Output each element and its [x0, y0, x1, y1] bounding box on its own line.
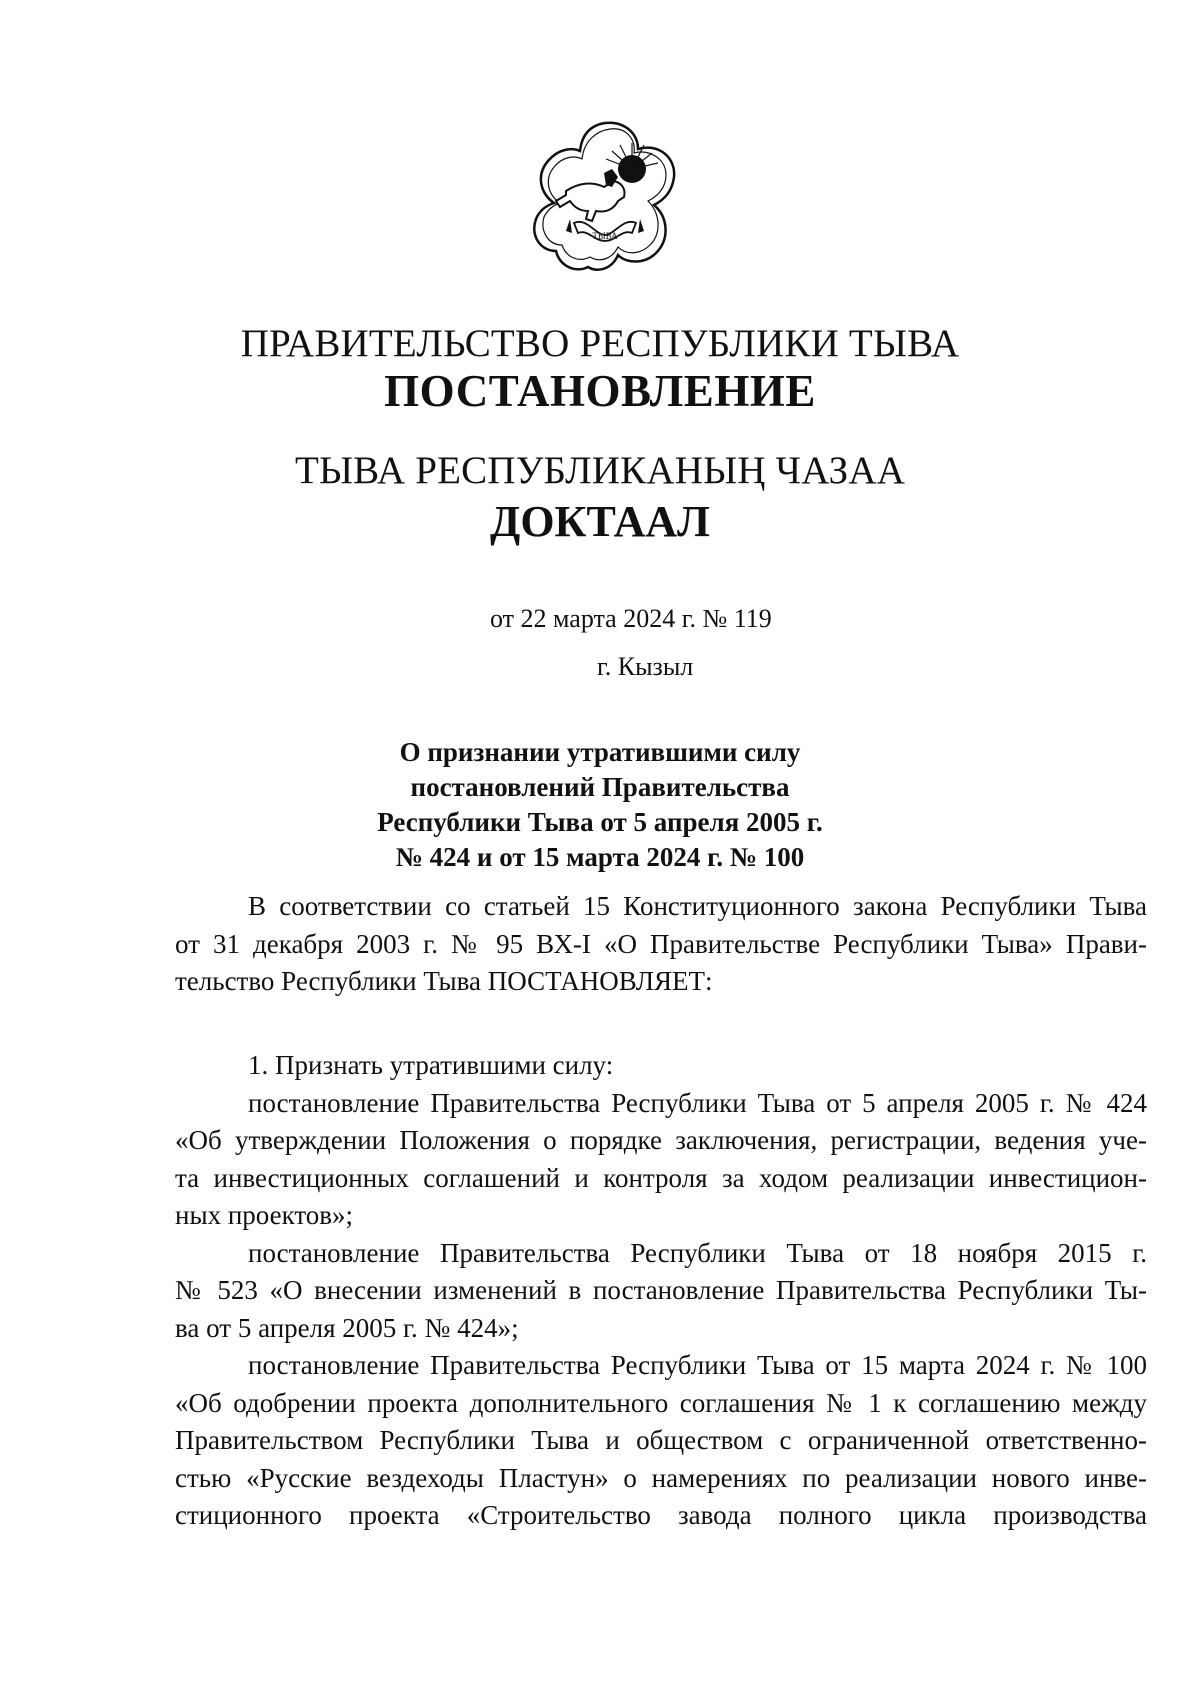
- text-line: ных проектов»;: [175, 1200, 354, 1230]
- text-line: «Об утверждении Положения о порядке заключения, регистрации, ведения уче-: [175, 1125, 1147, 1155]
- item-1: [175, 1047, 1147, 1535]
- svg-text:ТЫВА: ТЫВА: [592, 231, 618, 241]
- item-1-a: [175, 1085, 1147, 1235]
- document-type-tyv: ДОКТААЛ: [490, 497, 710, 546]
- document-title: [0, 735, 1200, 875]
- item-1-heading: 1. Признать утратившими силу:: [248, 1050, 614, 1080]
- text-line: В соответствии со статьей 15 Конституционного закона Республики Тыва: [248, 891, 1147, 921]
- text-line: та инвестиционных соглашений и контроля за ходом реализации инвестицион-: [175, 1162, 1147, 1193]
- title-line: постановлений Правительства: [410, 772, 790, 802]
- government-name-tyv: ТЫВА РЕСПУБЛИКАНЫҢ ЧАЗАА: [294, 449, 906, 492]
- title-line: № 424 и от 15 марта 2024 г. № 100: [395, 842, 805, 872]
- text-line: «Об одобрении проекта дополнительного соглашения № 1 к соглашению между: [175, 1387, 1147, 1418]
- document-date-number: от 22 марта 2024 г. № 119: [490, 604, 772, 633]
- text-line: постановление Правительства Республики Тыва от 5 апреля 2005 г. № 424: [248, 1087, 1147, 1118]
- document-type-ru: ПОСТАНОВЛЕНИЕ: [384, 366, 816, 416]
- text-line: тельство Республики Тыва ПОСТАНОВЛЯЕТ:: [175, 966, 713, 996]
- text-line: постановление Правительства Республики Тыва от 15 марта 2024 г. № 100: [248, 1350, 1147, 1380]
- title-line: Республики Тыва от 5 апреля 2005 г.: [377, 807, 823, 837]
- text-line: № 523 «О внесении изменений в постановление Правительства Республики Ты-: [175, 1275, 1147, 1305]
- title-line: О признании утратившими силу: [399, 737, 801, 767]
- item-1-b: [175, 1235, 1147, 1348]
- text-line: постановление Правительства Республики Тыва от 18 ноября 2015 г.: [248, 1237, 1147, 1268]
- text-line: от 31 декабря 2003 г. № 95 ВХ-I «О Правительстве Республики Тыва» Прави-: [175, 928, 1147, 959]
- government-name-ru: ПРАВИТЕЛЬСТВО РЕСПУБЛИКИ ТЫВА: [240, 322, 960, 365]
- text-line: Правительством Республики Тыва и обществом с ограниченной ответственно-: [175, 1425, 1147, 1455]
- item-1-c: [175, 1347, 1147, 1535]
- text-line: ва от 5 апреля 2005 г. № 424»;: [175, 1312, 519, 1343]
- emblem-of-tuva-icon: [526, 117, 684, 277]
- document-city: г. Кызыл: [597, 652, 694, 681]
- text-line: стиционного проекта «Строительство завода полного цикла производства: [175, 1500, 1147, 1530]
- preamble-paragraph: [175, 888, 1147, 1001]
- text-line: стью «Русские вездеходы Пластун» о намерениях по реализации нового инве-: [175, 1462, 1147, 1493]
